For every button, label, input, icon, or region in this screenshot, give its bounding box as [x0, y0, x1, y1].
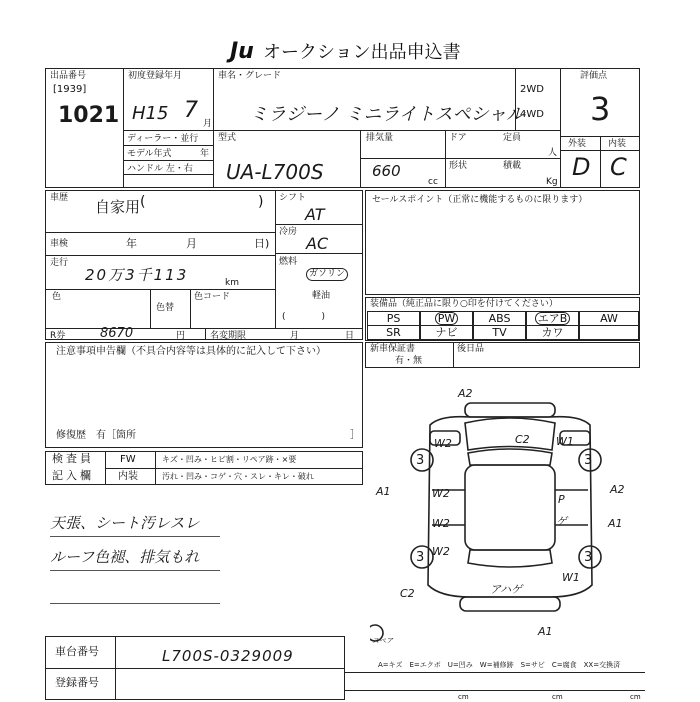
form-title: オークション出品申込書 [262, 42, 461, 63]
car-rear-bumper [460, 597, 560, 611]
after-label: 後日品 [457, 344, 485, 354]
inspection-month: 月 [186, 237, 197, 250]
new-car-options: 有・無 [395, 356, 423, 366]
title-change-day: 日 [345, 331, 355, 341]
fuel-label: 燃料 [279, 257, 298, 267]
lot-number: 1021 [58, 103, 120, 128]
engine-label: 排気量 [366, 133, 394, 143]
mileage-label: 走行 [50, 258, 69, 268]
damage-mark: ゲ [556, 515, 567, 528]
equipment-item: ナビ [420, 325, 473, 340]
equipment-label: 装備品（純正品に限り○印を付けてください） [370, 299, 558, 309]
car-damage-diagram [370, 385, 640, 645]
doors-label: ドア [449, 133, 467, 143]
model-year-label: モデル年式 [127, 149, 172, 159]
history-bracket-open: ( [140, 194, 146, 210]
reg-number-label: 登録番号 [55, 676, 99, 689]
fw-label: FW [120, 454, 136, 465]
header [230, 38, 490, 64]
exterior-score: D [572, 153, 591, 181]
fuel-paren: ( ) [282, 312, 326, 322]
title-change-label: 名変期限 [210, 331, 247, 341]
interior-label: 内装 [608, 139, 627, 149]
color-label: 色 [52, 292, 62, 302]
first-reg-label: 初度登録年月 [128, 71, 183, 81]
engine-unit: cc [428, 177, 438, 187]
damage-mark: A2 [610, 483, 625, 496]
color-code-label: 色コード [194, 292, 231, 302]
first-reg-month-suffix: 月 [203, 119, 213, 129]
aircon-label: 冷房 [279, 227, 298, 237]
int-label: 内装 [118, 471, 138, 482]
damage-mark: A1 [538, 625, 553, 638]
repair-label: 修復歴 有［箇所 [56, 430, 136, 441]
inspection-year: 年 [126, 237, 137, 250]
damage-mark: W2 [434, 437, 452, 450]
handwritten-note-2: ルーフ色褪、排気もれ [50, 548, 200, 566]
chassis-label: 車台番号 [55, 645, 99, 658]
interior-score: C [610, 153, 627, 181]
lot-label: 出品番号 [50, 71, 87, 81]
car-front-bumper [465, 403, 555, 417]
chassis-value: L700S-0329009 [162, 647, 294, 665]
equipment-item: SR [367, 325, 420, 340]
shift-value: AT [305, 205, 325, 224]
damage-mark: P [558, 493, 565, 506]
footer-cm-3: cm [630, 693, 641, 701]
history-label: 車歴 [50, 193, 69, 203]
history-value: 自家用 [95, 198, 141, 216]
damage-mark: A1 [608, 517, 623, 530]
lot-sub-number: [1939] [53, 84, 87, 95]
drive-4wd: 4WD [520, 109, 544, 120]
mileage-unit: km [225, 278, 239, 288]
new-car-label: 新車保証書 [370, 344, 416, 354]
damage-mark: 3 [416, 550, 425, 565]
fuel-diesel: 軽油 [312, 291, 331, 301]
drive-2wd: 2WD [520, 84, 544, 95]
load-label: 積載 [503, 161, 522, 171]
dealer-label: ディーラー・並行 [127, 134, 199, 144]
damage-legend: A=キズ E=エクボ U=凹み W=補修跡 S=サビ C=腐食 XX=交換済 [378, 661, 621, 669]
inspector-label-2: 記入欄 [52, 469, 94, 482]
damage-mark: 3 [584, 453, 593, 468]
equipment-item [579, 325, 639, 340]
damage-mark: W1 [562, 571, 580, 584]
mileage-value: 20万3千113 [85, 266, 189, 284]
capacity-label: 定員 [503, 133, 522, 143]
load-unit: Kg [546, 177, 558, 187]
damage-mark: W2 [432, 517, 450, 530]
equipment-item: カワ [526, 325, 579, 340]
fw-items: キズ・凹み・ヒビ割・リペア跡・×要 [162, 455, 297, 464]
damage-mark: 3 [416, 453, 425, 468]
inspection-label: 車検 [50, 239, 69, 249]
inspection-day: 日) [254, 237, 270, 250]
color-change-label: 色替 [156, 303, 175, 313]
car-rear-window [468, 550, 552, 567]
damage-mark: C2 [400, 587, 415, 600]
exterior-label: 外装 [568, 139, 587, 149]
damage-mark: W1 [556, 435, 574, 448]
damage-mark: アハゲ [490, 583, 523, 596]
model-value: UA-L700S [226, 160, 324, 184]
car-hood [465, 418, 555, 450]
damage-mark: W2 [432, 545, 450, 558]
equipment-item: エアB [526, 311, 579, 326]
footer-cm-2: cm [552, 693, 563, 701]
damage-mark: C2 [515, 433, 530, 446]
first-reg-era: H15 [132, 103, 169, 124]
recycle-value: 8670 [100, 326, 134, 341]
equipment-item: AW [579, 311, 639, 326]
capacity-unit: 人 [548, 148, 558, 158]
sales-box [365, 190, 640, 295]
sales-label: セールスポイント（正常に機能するものに限ります） [372, 195, 588, 205]
damage-mark: 3 [584, 550, 593, 565]
aircon-value: AC [306, 234, 329, 253]
recycle-label: R券 [50, 331, 66, 341]
model-year-suffix: 年 [200, 149, 210, 159]
equipment-item: TV [473, 325, 526, 340]
title-change-month: 月 [290, 331, 300, 341]
footer-cm-1: cm [458, 693, 469, 701]
car-windshield [468, 449, 552, 465]
name-value: ミラジーノ ミニライトスペシャル [250, 104, 525, 125]
first-reg-month: 7 [184, 98, 198, 123]
recycle-unit: 円 [176, 331, 186, 341]
shape-label: 形状 [449, 161, 468, 171]
damage-mark: スペア [372, 637, 393, 645]
name-label: 車名・グレード [218, 71, 282, 81]
notes-label: 注意事項申告欄（不具合内容等は具体的に記入して下さい） [56, 346, 326, 357]
equipment-item: PS [367, 311, 420, 326]
score-label: 評価点 [580, 71, 608, 81]
damage-mark: W2 [432, 487, 450, 500]
damage-mark: A2 [458, 387, 473, 400]
equipment-item: PW [420, 311, 473, 326]
damage-mark: A1 [376, 485, 391, 498]
car-roof [465, 465, 555, 550]
history-bracket-close: ) [258, 194, 264, 210]
shift-label: シフト [279, 193, 307, 203]
model-label: 型式 [218, 133, 237, 143]
int-items: 汚れ・凹み・コゲ・穴・スレ・キレ・破れ [162, 472, 314, 481]
handle-label: ハンドル 左・右 [127, 164, 193, 174]
fuel-gasoline: ガソリン [306, 268, 348, 281]
inspector-label-1: 検査員 [52, 452, 94, 465]
engine-value: 660 [372, 162, 401, 180]
logo: Ju [230, 39, 254, 64]
repair-close: ］ [350, 430, 360, 441]
equipment-item: ABS [473, 311, 526, 326]
score-value: 3 [590, 90, 611, 128]
handwritten-note-1: 天張、シート汚レスレ [50, 514, 200, 532]
